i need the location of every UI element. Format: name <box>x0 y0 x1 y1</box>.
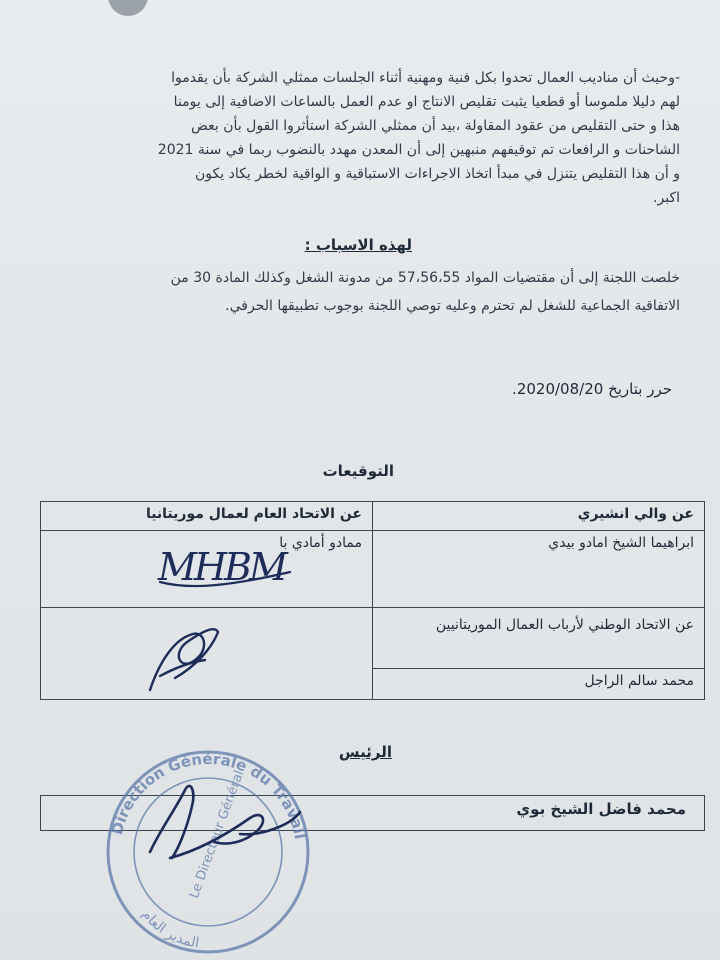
punch-hole <box>108 0 148 16</box>
body-line-6: اكبر. <box>653 190 680 206</box>
org-employers: عن الاتحاد الوطني لأرباب العمال الموريتانيين <box>373 608 705 669</box>
name-union: ممادو أمادي با <box>41 531 373 608</box>
svg-text:المدير العام <box>138 907 200 952</box>
official-stamp <box>108 750 309 952</box>
body-line-3: هذا و حتى التقليص من عقود المقاولة ،بيد أن ممثلي الشركة استأثروا القول بأن بعض <box>191 118 680 134</box>
employers-signature-cell <box>41 608 373 700</box>
body-line-4: الشاحنات و الرافعات تم توقيفهم منبهين إلى أن المعدن مهدد بالنضوب ربما في سنة 2021 <box>157 142 680 158</box>
body-line-5: و أن هذا التقليص يتنزل في مبدأ اتخاذ الاجراءات الاستباقية و الواقية لخطر يكاد يكون <box>195 166 680 182</box>
body-line-1: -وحيث أن مناديب العمال تحدوا بكل فنية ومهنية أثناء الجلسات ممثلي الشركة بأن يقدموا <box>171 70 680 86</box>
header-union: عن الاتحاد العام لعمال موريتانيا <box>41 502 373 531</box>
body-line-2: لهم دليلا ملموسا أو قطعيا يثبت تقليص الانتاج او عدم العمل بالساعات الاضافية إلى يومنا <box>173 94 680 110</box>
stamp-text-arabic: المدير العام <box>138 906 201 952</box>
svg-text:Le Directeur Général <box>187 769 247 901</box>
date-line: حرر بتاريخ 2020/08/20. <box>512 380 672 398</box>
stamp-text-middle: Le Directeur Général <box>186 768 248 901</box>
name-employers: محمد سالم الراجل <box>373 669 705 700</box>
signatures-heading: التوقيعات <box>322 462 394 480</box>
reasons-heading: لهذه الاسباب : <box>304 236 412 254</box>
president-name: محمد فاضل الشيخ بوي <box>516 800 686 818</box>
name-wali: ابراهيما الشيخ امادو بيدي <box>373 531 705 608</box>
signatures-table <box>40 501 705 700</box>
president-heading: الرئيس <box>338 743 392 761</box>
header-wali: عن والي انشيري <box>373 502 705 531</box>
union-signature-mark: MHBM <box>158 545 285 589</box>
reasons-line-2: الاتفاقية الجماعية للشغل لم تحترم وعليه توصي اللجنة بوجوب تطبيقها الحرفي. <box>225 298 680 314</box>
reasons-line-1: خلصت اللجنة إلى أن مقتضيات المواد 57،56،55 من مدونة الشغل وكذلك المادة 30 من <box>170 270 680 286</box>
stamp-text-top: Direction Générale du Travail <box>107 749 309 841</box>
